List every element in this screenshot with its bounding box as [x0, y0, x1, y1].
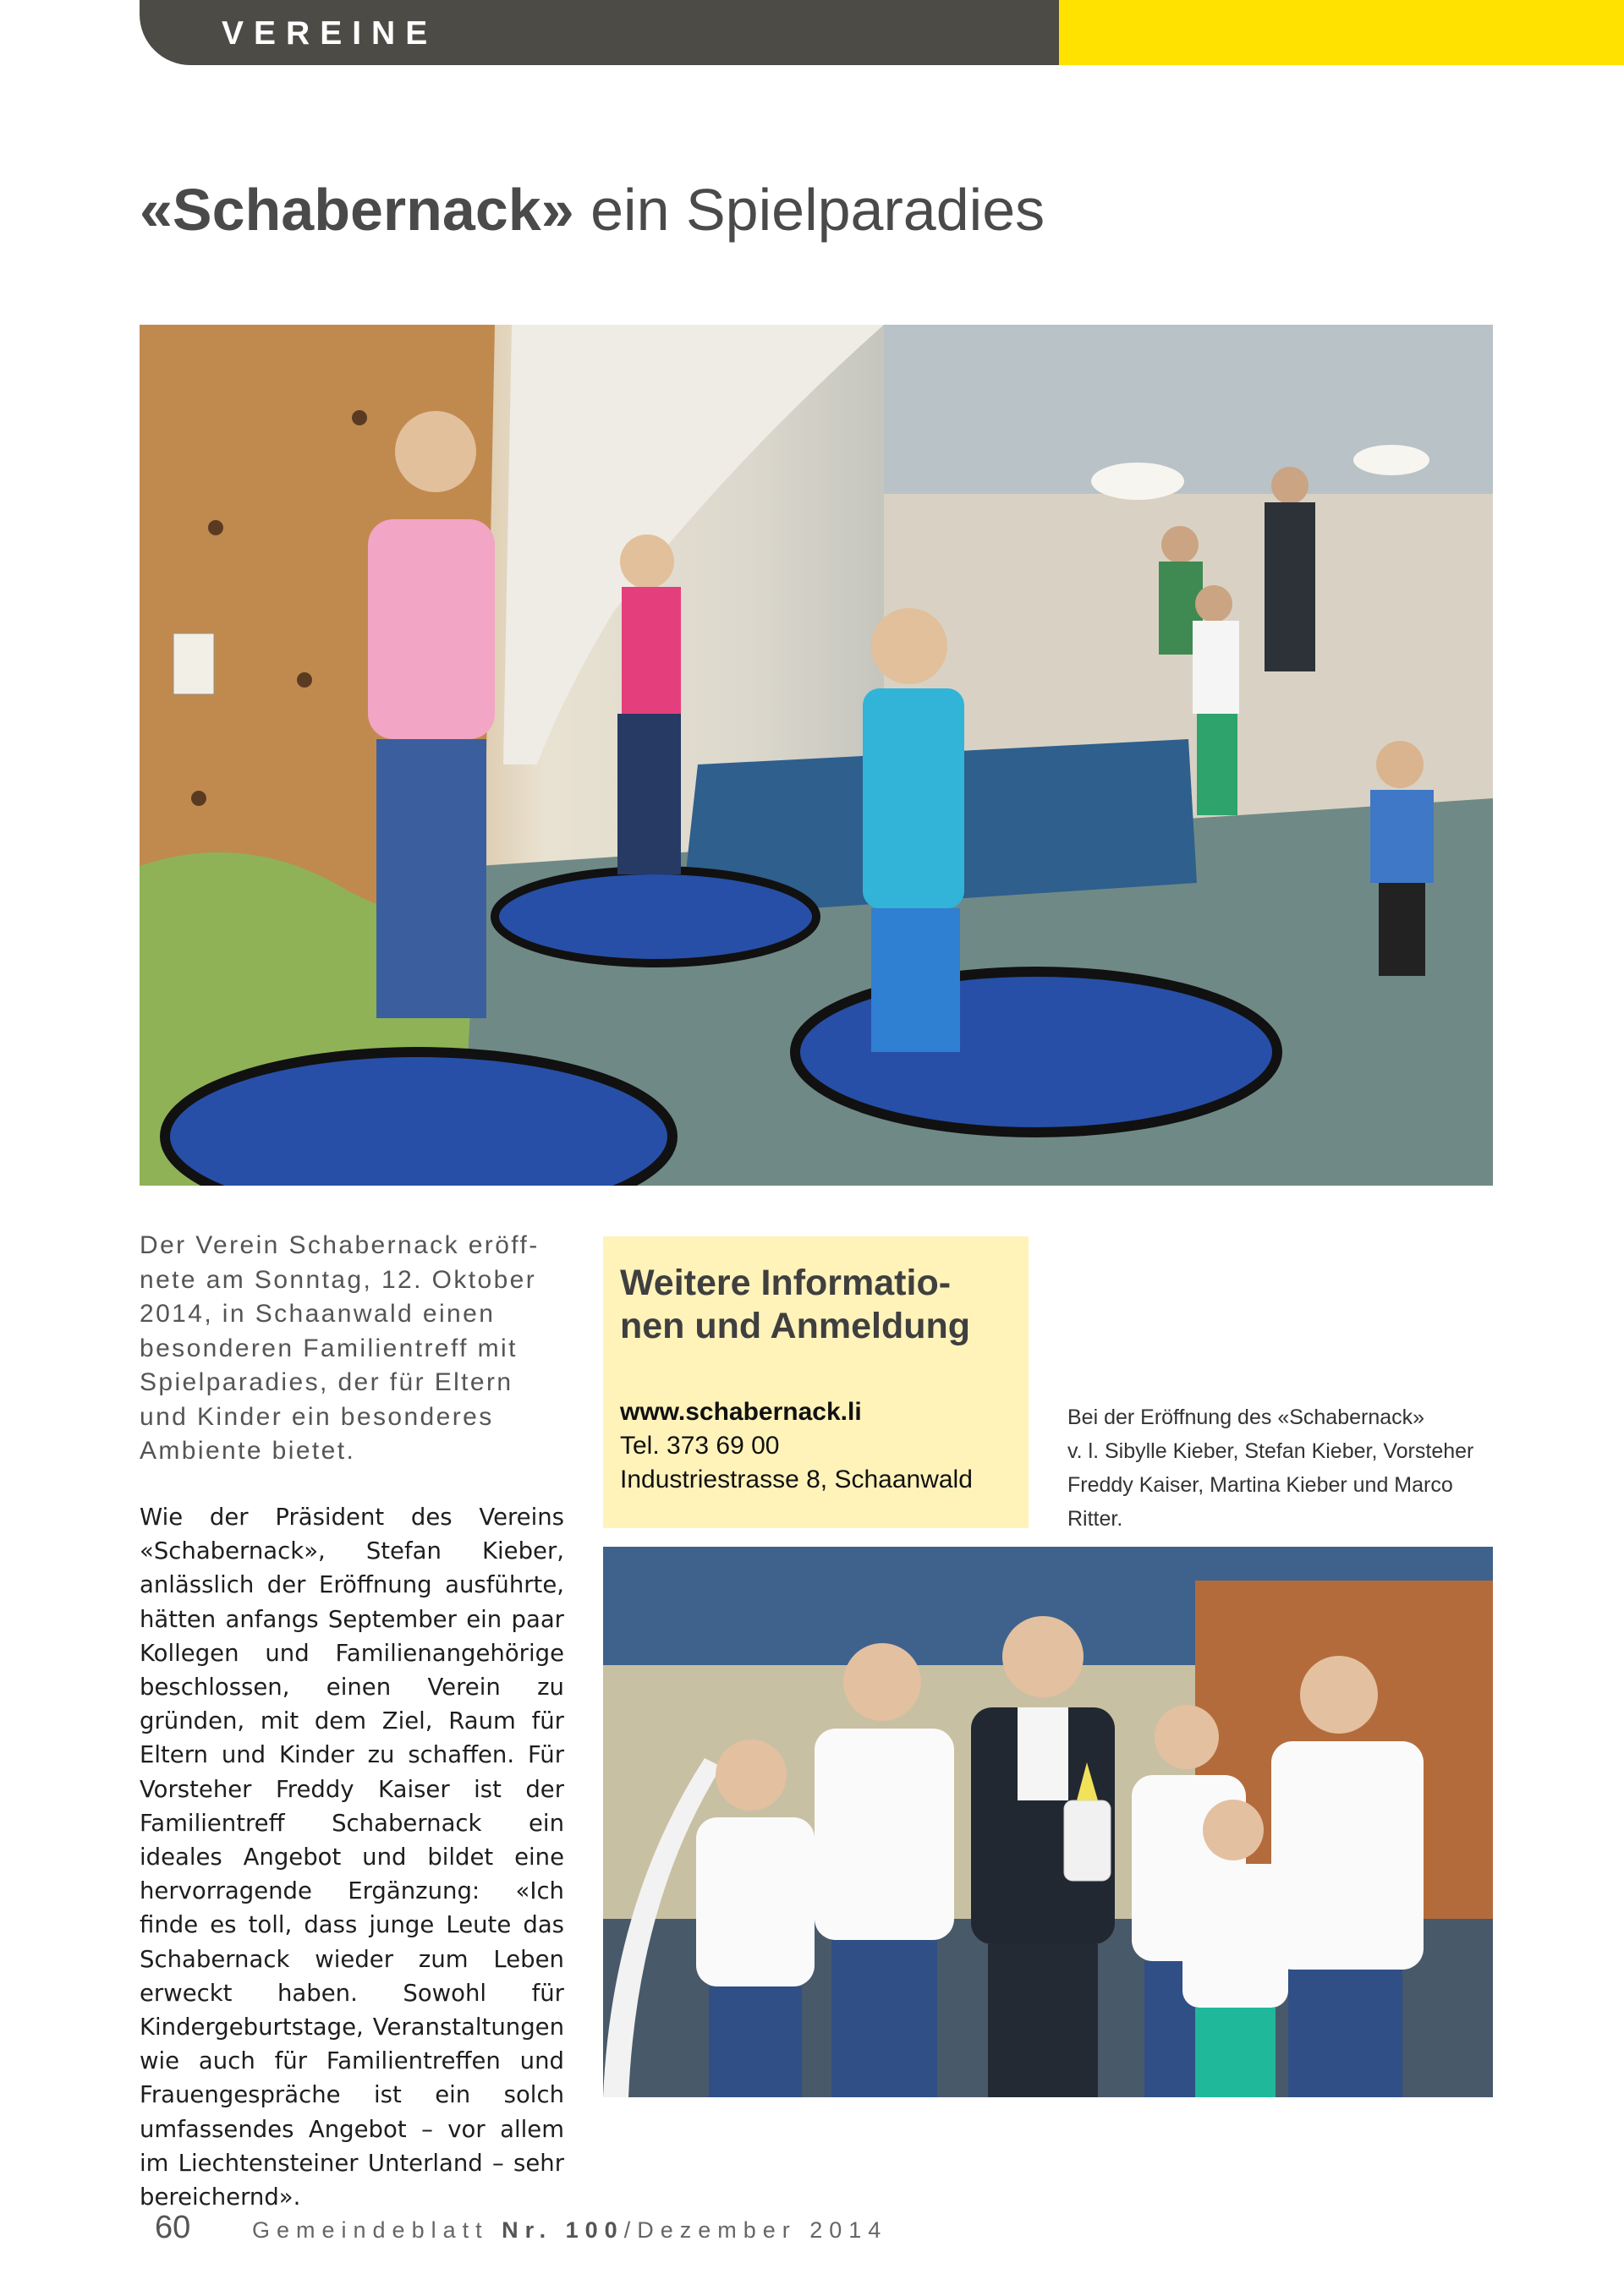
article-intro: Der Verein Schabernack eröff- nete am Sonntag, 12. Oktober 2014, in Schaanwald einen besonderen Familientreff mit Spielparadies, der für Eltern und Kinder ein besonderes Ambiente bietet.	[140, 1231, 540, 1465]
article-body: Wie der Präsident des Vereins «Schabernack», Stefan Kieber, anlässlich der Eröffnung ausführte, hätten anfangs September ein paar Kollegen und Familienangehörige beschlossen, einen Verein zu gründen, mit dem Ziel, Raum für Eltern und Kinder zu schaffen. Für Vorsteher Freddy Kaiser ist der Familientreff Schabernack ein ideales Angebot und bildet eine hervorragende Ergänzung: «Ich finde es toll, dass junge Leute das Schabernack wieder zum Leben erweckt haben. Sowohl für Kindergeburtstage, Veranstaltungen wie auch für Familientreffen und Frauengespräche ist ein solch umfassendes Angebot – vor allem im Liechtensteiner Unterland – sehr bereichernd».	[140, 1504, 564, 2211]
section-header-accent	[1059, 0, 1624, 65]
info-box	[603, 1236, 1029, 1528]
article-title-rest: ein Spielparadies	[573, 177, 1045, 243]
footer-issue: Nr. 100	[502, 2217, 624, 2243]
page-number: 60	[155, 2210, 191, 2245]
info-box-title: Weitere Informatio- nen und Anmeldung	[620, 1263, 971, 1346]
article-title	[140, 178, 1045, 243]
article-title-bold: «Schabernack»	[140, 177, 574, 243]
photo-caption: Bei der Eröffnung des «Schabernack» v. l. Sibylle Kieber, Stefan Kieber, Vorsteher Freddy Kaiser, Martina Kieber und Marco Ritter.	[1067, 1406, 1474, 1531]
footer-publication	[252, 2217, 887, 2244]
info-address: Industriestrasse 8, Schaanwald	[620, 1466, 973, 1493]
section-label: VEREINE	[222, 15, 438, 52]
footer-publication-name: Gemeindeblatt	[252, 2217, 502, 2243]
info-website-link[interactable]: www.schabernack.li	[620, 1398, 862, 1426]
photo-opening-group	[603, 1547, 1493, 2097]
info-phone: Tel. 373 69 00	[620, 1432, 780, 1460]
photo-trampoline-children	[140, 325, 1493, 1186]
footer-date: /Dezember 2014	[623, 2217, 888, 2243]
